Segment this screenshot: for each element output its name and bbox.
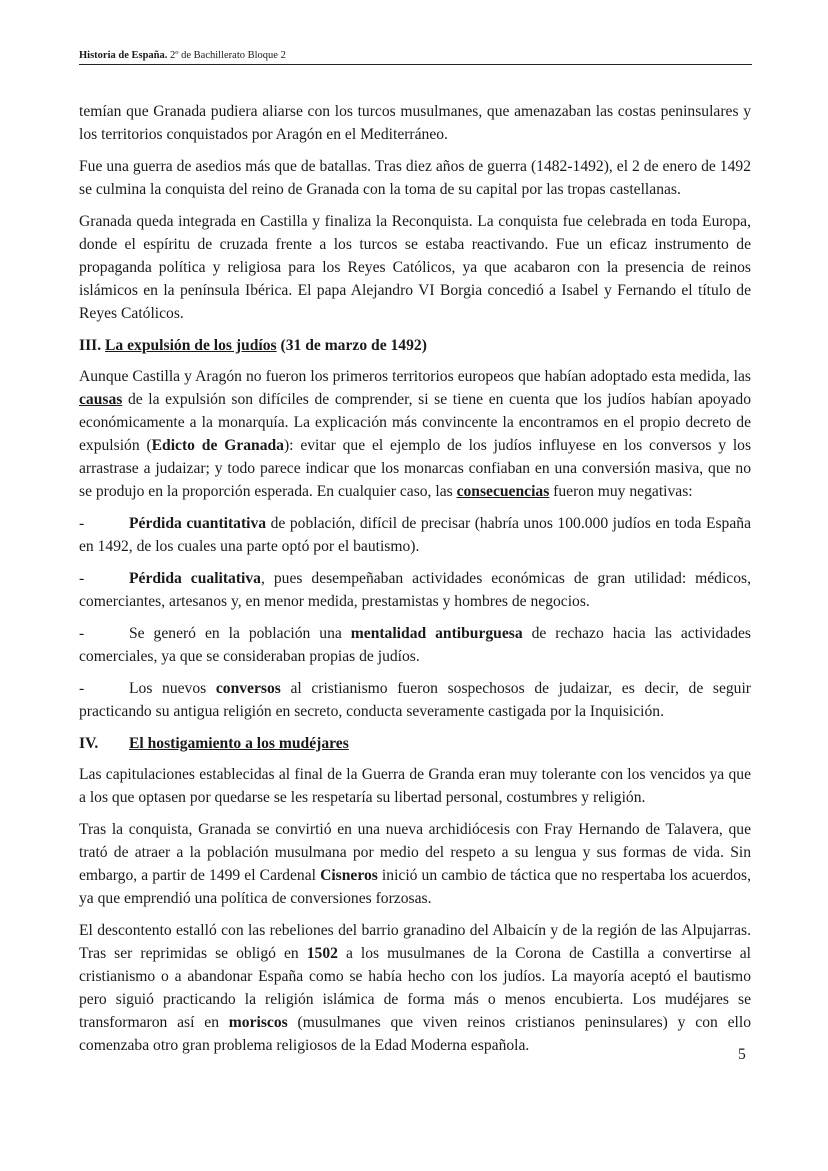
text-run: al cristianismo fueron sospechosos de judaizar, es decir, de seguir practicando su antigua religión en secreto, conducta severamente castigada por la Inquisición. [79, 680, 751, 720]
list-item [79, 567, 751, 613]
header-title-bold: Historia de España. [79, 50, 168, 61]
dash-bullet: - [79, 625, 85, 642]
dash-bullet: - [79, 515, 85, 532]
text-run: de la expulsión son difíciles de comprender, si se tiene en cuenta que los judíos habían apoyado económicamente a la monarquía. La explicación más convincente la encontramos en el propio decreto de expulsión ( [79, 391, 751, 454]
section-heading-iv [79, 732, 751, 755]
paragraph: temían que Granada pudiera aliarse con los turcos musulmanes, que amenazaban las costas peninsulares y los territorios conquistados por Aragón en el Mediterráneo. [79, 103, 751, 143]
text-run: Se generó en la población una [129, 625, 351, 642]
keyword-cisneros: Cisneros [320, 867, 378, 884]
keyword: mentalidad antiburguesa [350, 625, 523, 642]
keyword: Pérdida cualitativa [129, 570, 261, 587]
keyword-edicto: Edicto de Granada [151, 437, 284, 454]
text-run: inició un cambio de táctica que no respertaba los acuerdos, ya que emprendió una política de conversiones forzosas. [79, 867, 751, 907]
text-run: Tras la conquista, Granada se convirtió en una nueva archidiócesis con Fray Hernando de Talavera, que trató de atraer a la población musulmana por medio del respeto a su lengua y sus formas de vida. Sin embargo, a partir de 1499 el Cardenal [79, 821, 751, 884]
dash-bullet: - [79, 570, 85, 587]
section-title: El hostigamiento a los mudéjares [129, 735, 349, 752]
text-run: (musulmanes que viven reinos cristianos peninsulares) y con ello comenzaba otro gran problema religiosos de la Edad Moderna española. [79, 1014, 751, 1054]
text-run: fueron muy negativas: [549, 483, 693, 500]
keyword-consecuencias: consecuencias [456, 483, 550, 500]
keyword: conversos [215, 680, 281, 697]
keyword-causas: causas [79, 391, 123, 408]
header-title-rest: 2º de Bachillerato Bloque 2 [167, 50, 286, 61]
dash-bullet: - [79, 680, 85, 697]
text-run: Los nuevos [129, 680, 216, 697]
list-item [79, 512, 751, 558]
list-item [79, 622, 751, 668]
text-run: de rechazo hacia las actividades comerciales, ya que se consideraban propias de judíos. [79, 625, 751, 665]
paragraph [79, 365, 751, 503]
section-title: La expulsión de los judíos [105, 337, 277, 354]
text-run: , pues desempeñaban actividades económicas de gran utilidad: médicos, comerciantes, artesanos y, en menor medida, prestamistas y hombres de negocios. [79, 570, 751, 610]
paragraph [79, 818, 751, 910]
section-date: (31 de marzo de 1492) [280, 337, 427, 354]
section-number: IV. [79, 735, 99, 752]
section-heading-iii [79, 334, 751, 357]
text-run: Aunque Castilla y Aragón no fueron los primeros territorios europeos que habían adoptado esta medida, las [79, 368, 751, 385]
keyword-moriscos: moriscos [228, 1014, 288, 1031]
text-run: ): evitar que el ejemplo de los judíos influyese en los conversos y los arrastrase a judaizar; y todo parece indicar que los monarcas confiaban en una conversión masiva, que no se produjo en la proporción esperada. En cualquier caso, las [79, 437, 752, 500]
paragraph [79, 919, 751, 1057]
page-number: 5 [738, 1046, 746, 1063]
keyword-1502: 1502 [306, 945, 338, 962]
paragraph: Las capitulaciones establecidas al final de la Guerra de Granda eran muy tolerante con los vencidos ya que a los que optasen por quedarse se les respetaría su libertad personal, costumbres y religión. [79, 766, 751, 806]
list-item [79, 677, 751, 723]
document-body [79, 100, 751, 1066]
running-header [79, 50, 752, 65]
paragraph: Fue una guerra de asedios más que de batallas. Tras diez años de guerra (1482-1492), el 2 de enero de 1492 se culmina la conquista del reino de Granada con la toma de su capital por las tropas castellanas. [79, 158, 751, 198]
paragraph: Granada queda integrada en Castilla y finaliza la Reconquista. La conquista fue celebrada en toda Europa, donde el espíritu de cruzada frente a los turcos se estaba reactivando. Fue un eficaz instrumento de propaganda política y religiosa para los Reyes Católicos, ya que acabaron con la presencia de reinos islámicos en la península Ibérica. El papa Alejandro VI Borgia concedió a Isabel y Fernando el título de Reyes Católicos. [79, 213, 751, 322]
text-run: de población, difícil de precisar (habría unos 100.000 judíos en toda España en 1492, de los cuales una parte optó por el bautismo). [79, 515, 751, 555]
section-number: III. [79, 337, 102, 354]
keyword: Pérdida cuantitativa [129, 515, 267, 532]
text-run: El descontento estalló con las rebeliones del barrio granadino del Albaicín y de la región de las Alpujarras. Tras ser reprimidas se obligó en [79, 922, 751, 962]
text-run: a los musulmanes de la Corona de Castilla a convertirse al cristianismo o a abandonar España como se había hecho con los judíos. La mayoría aceptó el bautismo pero siguió practicando la religión islámica de forma más o menos encubierta. Los mudéjares se transformaron así en [79, 945, 751, 1031]
